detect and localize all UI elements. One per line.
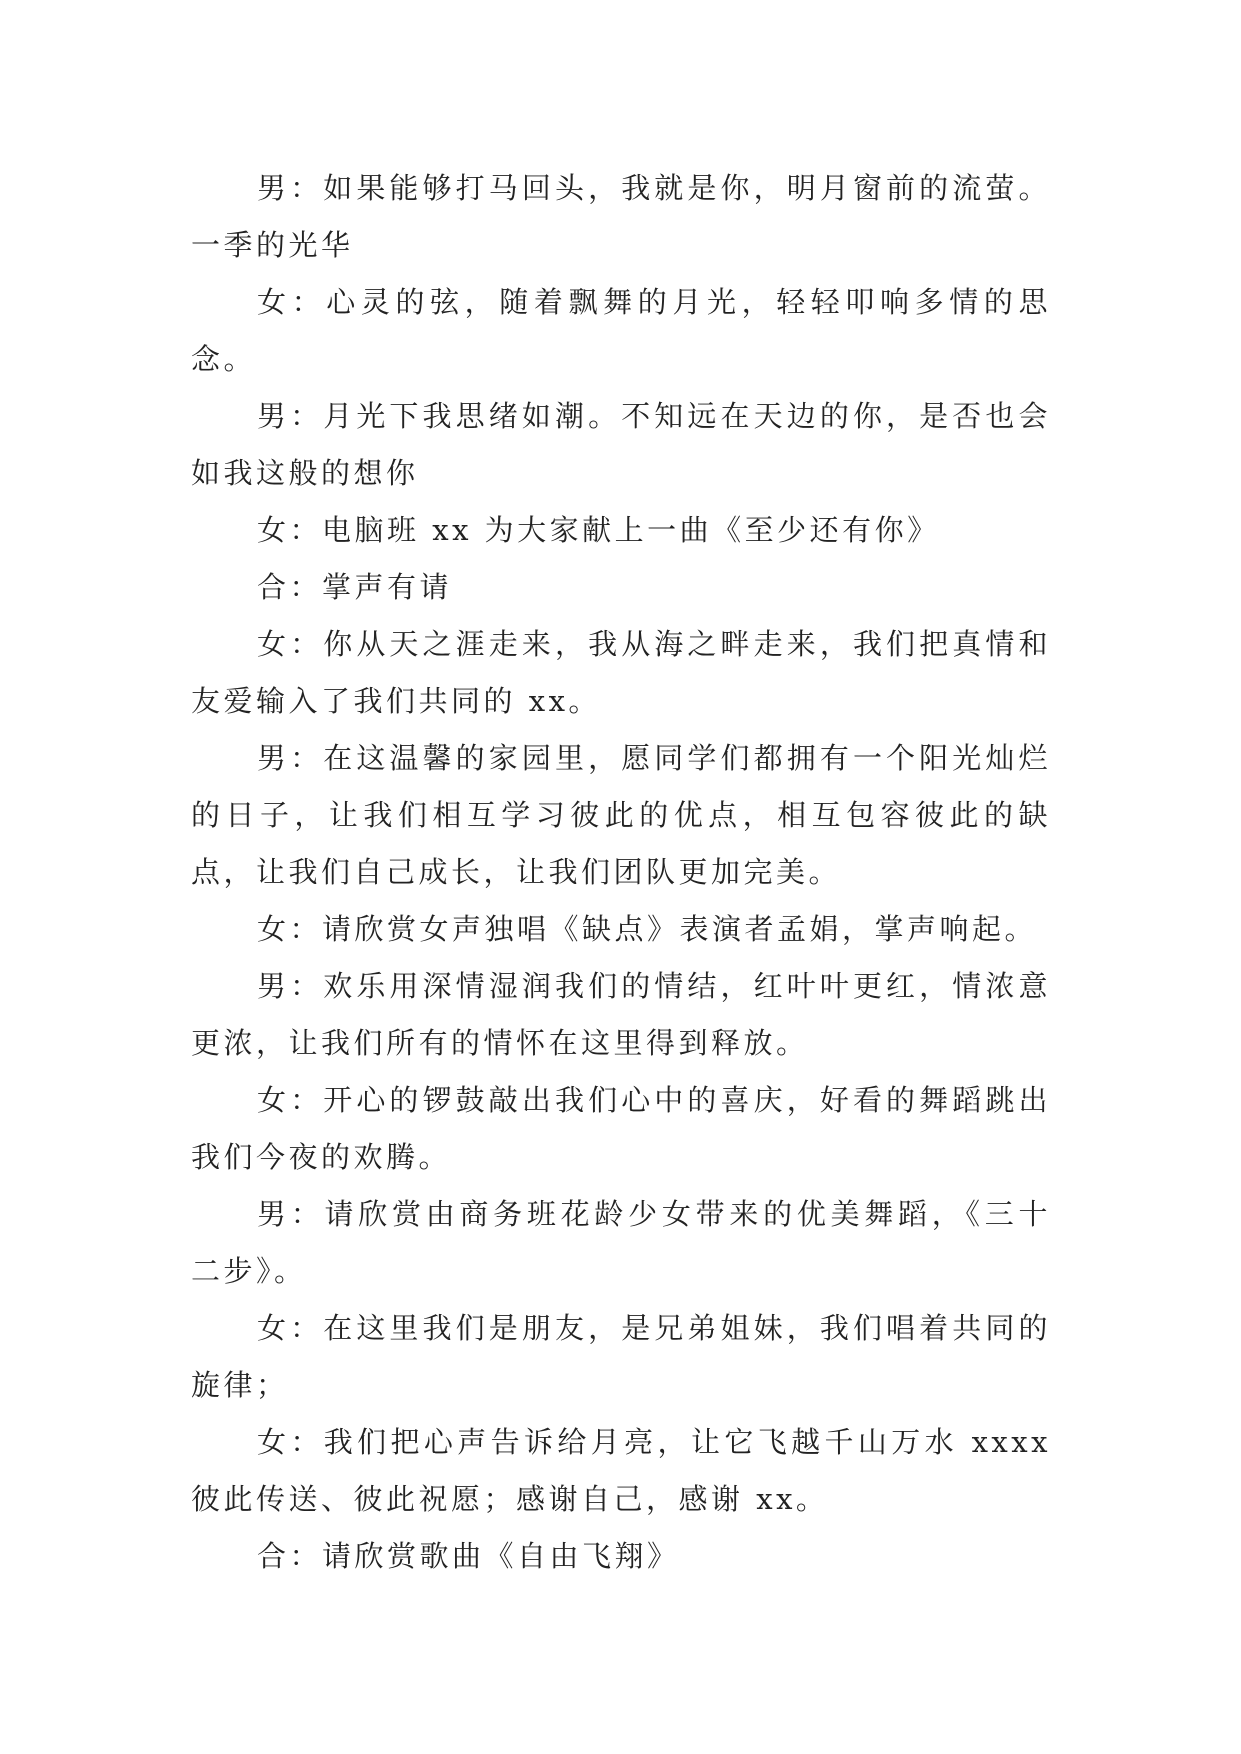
paragraph-13: 女：我们把心声告诉给月亮，让它飞越千山万水 xxxx 彼此传送、彼此祝愿；感谢自己，感谢 xx。 xyxy=(191,1425,1051,1516)
paragraph-4: 女：电脑班 xx 为大家献上一曲《至少还有你》 xyxy=(257,513,940,547)
paragraph-7: 男：在这温馨的家园里，愿同学们都拥有一个阳光灿烂的日子，让我们相互学习彼此的优点，相互包容彼此的缺点，让我们自己成长，让我们团队更加完美。 xyxy=(191,741,1051,889)
paragraph-6: 女：你从天之涯走来，我从海之畔走来，我们把真情和友爱输入了我们共同的 xx。 xyxy=(191,627,1051,718)
paragraph-9: 男：欢乐用深情湿润我们的情结，红叶叶更红，情浓意更浓，让我们所有的情怀在这里得到释放。 xyxy=(191,969,1051,1060)
paragraph-11: 男：请欣赏由商务班花龄少女带来的优美舞蹈，《三十二步》。 xyxy=(191,1197,1051,1288)
document-body xyxy=(191,160,1051,1585)
paragraph-5: 合：掌声有请 xyxy=(257,570,453,604)
paragraph-14: 合：请欣赏歌曲《自由飞翔》 xyxy=(257,1539,680,1573)
paragraph-1: 男：如果能够打马回头，我就是你，明月窗前的流萤。一季的光华 xyxy=(191,171,1051,262)
paragraph-12: 女：在这里我们是朋友，是兄弟姐妹，我们唱着共同的旋律； xyxy=(191,1311,1051,1402)
paragraph-10: 女：开心的锣鼓敲出我们心中的喜庆，好看的舞蹈跳出我们今夜的欢腾。 xyxy=(191,1083,1051,1174)
paragraph-3: 男：月光下我思绪如潮。不知远在天边的你，是否也会如我这般的想你 xyxy=(191,399,1051,490)
paragraph-8: 女：请欣赏女声独唱《缺点》表演者孟娟，掌声响起。 xyxy=(257,912,1038,946)
paragraph-2: 女：心灵的弦，随着飘舞的月光，轻轻叩响多情的思念。 xyxy=(191,285,1051,376)
